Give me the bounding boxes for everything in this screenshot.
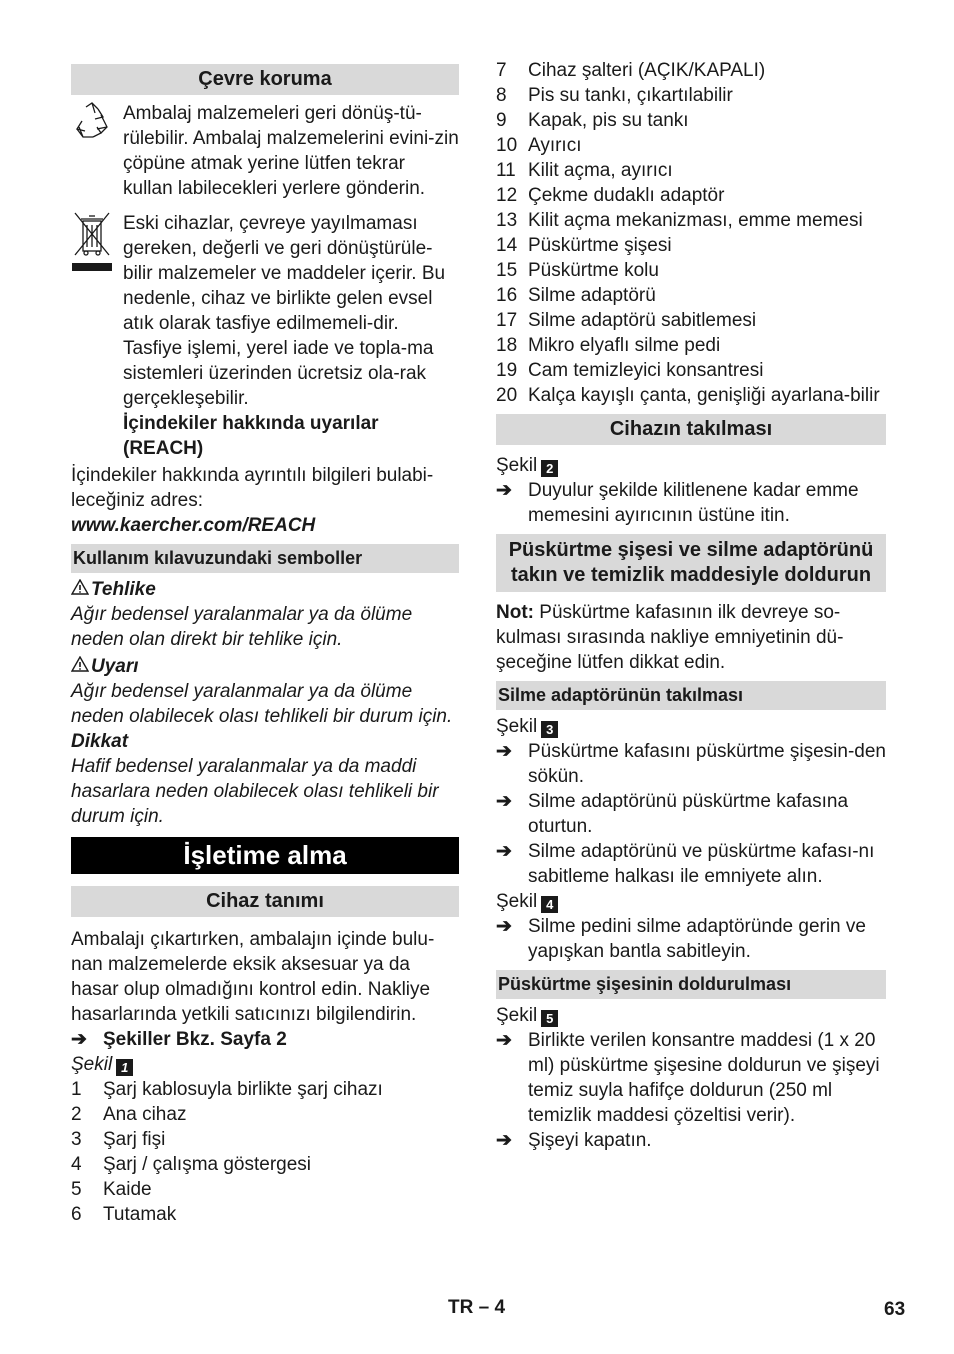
item-number: 6	[71, 1204, 82, 1225]
parts-list-item	[496, 333, 886, 358]
item-number: 16	[496, 285, 518, 306]
item-text: Şarj kablosuyla birlikte şarj cihazı	[103, 1079, 383, 1100]
device-text: Ambalajı çıkartırken, ambalajın içinde bulu-nan malzemelerde eksik aksesuar ya da hasar olup olmadığını kontrol edin. Nakliye hasarlarında yetkili satıcınızı bilgilendirin.	[71, 929, 435, 1025]
item-number: 14	[496, 235, 518, 256]
parts-list-item	[496, 133, 886, 158]
item-number: 13	[496, 210, 518, 231]
item-number: 19	[496, 360, 518, 381]
recycling-text: Ambalaj malzemeleri geri dönüş-tü-rülebilir. Ambalaj malzemelerini evini-zin çöpüne atmak yerine lütfen tekrar kullan labilecekleri yerlere gönderin.	[123, 103, 459, 199]
item-text: Ana cihaz	[103, 1104, 187, 1125]
arrow-right-icon: ➔	[71, 1029, 87, 1050]
item-text: Cihaz şalteri (AÇIK/KAPALI)	[528, 60, 766, 81]
page-number: 63	[884, 1299, 906, 1320]
warning-triangle-icon	[71, 577, 91, 602]
arrow-right-icon: ➔	[496, 841, 512, 862]
warning-triangle-icon	[71, 654, 91, 679]
reach-heading: İçindekiler hakkında uyarılar (REACH)	[123, 413, 379, 459]
wipe-steps	[496, 739, 886, 889]
language-page-label: TR – 4	[448, 1297, 506, 1318]
parts-list-left	[71, 1077, 459, 1227]
item-text: Püskürtme kolu	[528, 260, 659, 281]
item-number: 20	[496, 385, 518, 406]
recycling-block	[71, 101, 459, 201]
section-heading-mounting: Cihazın takılması	[496, 414, 886, 445]
step-text: Silme adaptörünü püskürtme kafasına oturtun.	[528, 791, 849, 837]
arrow-right-icon: ➔	[496, 916, 512, 937]
item-number: 18	[496, 335, 518, 356]
section-heading-fill: Püskürtme şişesinin doldurulması	[496, 970, 886, 999]
mount-step: ➔ Duyulur şekilde kilitlenene kadar emme memesini ayırıcının üstüne itin.	[496, 480, 859, 526]
crossed-bin-icon	[71, 211, 113, 461]
item-number: 1	[71, 1079, 82, 1100]
figure-number-badge: 1	[116, 1059, 133, 1076]
left-column	[71, 64, 459, 1227]
parts-list-item	[496, 58, 886, 83]
parts-list-item	[496, 208, 886, 233]
warning-text: Ağır bedensel yaralanmalar ya da ölüme neden olabilecek olası tehlikeli bir durum için.	[71, 681, 453, 727]
item-number: 2	[71, 1104, 82, 1125]
item-text: Tutamak	[103, 1204, 177, 1225]
reach-url: www.kaercher.com/REACH	[71, 515, 316, 536]
item-text: Pis su tankı, çıkartılabilir	[528, 85, 733, 106]
figure-number-badge: 5	[541, 1010, 558, 1027]
instruction-step	[496, 739, 886, 789]
parts-list-item	[496, 158, 886, 183]
figure-ref: Şekil 3	[496, 714, 886, 739]
warning-label-line	[71, 654, 459, 679]
section-heading-environment: Çevre koruma	[71, 64, 459, 95]
parts-list-item	[496, 258, 886, 283]
arrow-right-icon: ➔	[496, 480, 512, 501]
figure-ref: Şekil 2	[496, 453, 886, 478]
step-text: Şişeyi kapatın.	[528, 1130, 652, 1151]
item-text: Kalça kayışlı çanta, genişliği ayarlana-bilir	[528, 385, 880, 406]
item-number: 10	[496, 135, 518, 156]
parts-list-item	[71, 1127, 459, 1152]
parts-list-item	[496, 358, 886, 383]
figure-number-badge: 2	[541, 460, 558, 477]
section-heading-spray: Püskürtme şişesi ve silme adaptörünü takın ve temizlik maddesiyle doldurun	[496, 534, 886, 592]
item-text: Kilit açma mekanizması, emme memesi	[528, 210, 863, 231]
item-number: 4	[71, 1154, 82, 1175]
item-number: 5	[71, 1179, 82, 1200]
figures-reference: ➔ Şekiller Bkz. Sayfa 2	[71, 1029, 287, 1050]
item-text: Şarj / çalışma göstergesi	[103, 1154, 312, 1175]
note-paragraph: Not: Püskürtme kafasının ilk devreye so-kulması sırasında nakliye emniyetinin dü-şeceğine lütfen dikkat edin.	[496, 602, 844, 673]
section-heading-wipe: Silme adaptörünün takılması	[496, 681, 886, 710]
parts-list-item	[71, 1077, 459, 1102]
weee-block	[71, 211, 459, 461]
parts-list-item	[496, 233, 886, 258]
item-number: 3	[71, 1129, 82, 1150]
arrow-right-icon: ➔	[496, 791, 512, 812]
right-column	[496, 58, 886, 1153]
section-heading-symbols: Kullanım kılavuzundaki semboller	[71, 544, 459, 573]
item-number: 7	[496, 60, 507, 81]
danger-label: Tehlike	[91, 579, 156, 600]
parts-list-right	[496, 58, 886, 408]
fill-steps	[496, 1028, 886, 1153]
figure-ref: Şekil 1	[71, 1052, 459, 1077]
parts-list-item	[71, 1102, 459, 1127]
item-text: Kaide	[103, 1179, 152, 1200]
instruction-step	[496, 839, 886, 889]
parts-list-item	[71, 1177, 459, 1202]
arrow-right-icon: ➔	[496, 1130, 512, 1151]
item-number: 12	[496, 185, 518, 206]
figure-number-badge: 3	[541, 721, 558, 738]
parts-list-item	[71, 1152, 459, 1177]
item-text: Mikro elyaflı silme pedi	[528, 335, 721, 356]
item-text: Püskürtme şişesi	[528, 235, 672, 256]
item-text: Çekme dudaklı adaptör	[528, 185, 725, 206]
arrow-right-icon: ➔	[496, 741, 512, 762]
item-text: Şarj fişi	[103, 1129, 166, 1150]
danger-text: Ağır bedensel yaralanmalar ya da ölüme neden olan direkt bir tehlike için.	[71, 604, 413, 650]
figure-number-badge: 4	[541, 896, 558, 913]
parts-list-item	[496, 83, 886, 108]
instruction-step	[496, 1028, 886, 1128]
item-text: Silme adaptörü sabitlemesi	[528, 310, 757, 331]
item-number: 9	[496, 110, 507, 131]
weee-text: Eski cihazlar, çevreye yayılmaması gereken, değerli ve geri dönüştürüle-bilir malzemeler ve maddeler içerir. Bu nedenle, cihaz ve birlikte gelen evsel atık olarak tasfiye edilmemeli-dir. Tasfiye işlemi, yerel iade ve topla-ma sistemleri üzerinden ücretsiz ola-rak gerçekleşebilir.	[123, 213, 446, 409]
parts-list-item	[496, 183, 886, 208]
chapter-heading-startup: İşletime alma	[71, 837, 459, 874]
item-number: 8	[496, 85, 507, 106]
step-text: Püskürtme kafasını püskürtme şişesin-den sökün.	[528, 741, 886, 787]
item-number: 11	[496, 160, 516, 181]
parts-list-item	[496, 108, 886, 133]
instruction-step	[496, 789, 886, 839]
item-text: Kilit açma, ayırıcı	[528, 160, 673, 181]
item-text: Cam temizleyici konsantresi	[528, 360, 764, 381]
parts-list-item	[71, 1202, 459, 1227]
parts-list-item	[496, 383, 886, 408]
parts-list-item	[496, 283, 886, 308]
item-text: Ayırıcı	[528, 135, 582, 156]
step-text: Silme adaptörünü ve püskürtme kafası-nı sabitleme halkası ile emniyete alın.	[528, 841, 875, 887]
item-text: Kapak, pis su tankı	[528, 110, 689, 131]
step-text: Birlikte verilen konsantre maddesi (1 x 20 ml) püskürtme şişesine doldurun ve şişeyi temiz suyla hafifçe doldurun (250 ml temizlik maddesi çözeltisi verir).	[528, 1030, 880, 1126]
figure-ref: Şekil 4	[496, 889, 886, 914]
danger-label-line	[71, 577, 459, 602]
recycle-icon	[71, 101, 113, 201]
figure-ref: Şekil 5	[496, 1003, 886, 1028]
warning-label: Uyarı	[91, 656, 139, 677]
item-text: Silme adaptörü	[528, 285, 656, 306]
pad-step: ➔ Silme pedini silme adaptöründe gerin ve yapışkan bantla sabitleyin.	[496, 916, 866, 962]
instruction-step	[496, 1128, 886, 1153]
reach-text: İçindekiler hakkında ayrıntılı bilgileri bulabi-leceğiniz adres:	[71, 465, 434, 511]
item-number: 15	[496, 260, 518, 281]
parts-list-item	[496, 308, 886, 333]
item-number: 17	[496, 310, 518, 331]
caution-label: Dikkat	[71, 731, 129, 752]
arrow-right-icon: ➔	[496, 1030, 512, 1051]
caution-text: Hafif bedensel yaralanmalar ya da maddi hasarlara neden olabilecek olası tehlikeli bir durum için.	[71, 756, 439, 827]
section-heading-device: Cihaz tanımı	[71, 886, 459, 917]
